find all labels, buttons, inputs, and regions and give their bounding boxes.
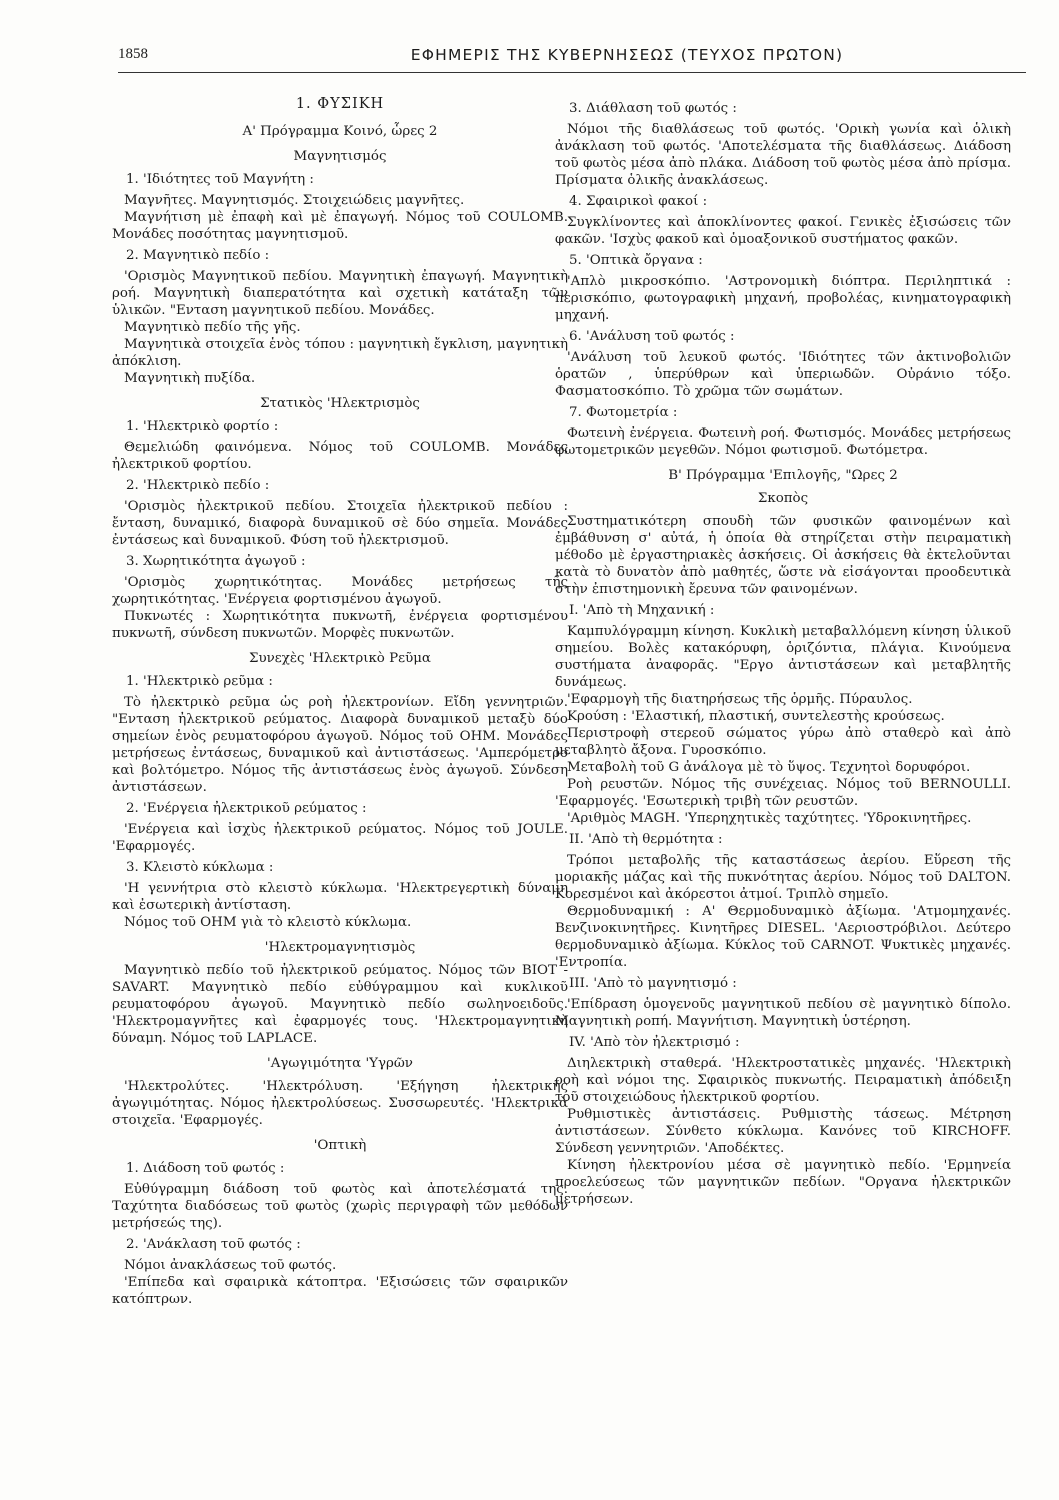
- paragraph: 'Απλὸ μικροσκόπιο. 'Αστρονομικὴ διόπτρα. Περιληπτικά : περισκόπιο, φωτογραφικὴ μηχανή, προβολέας, κινηματογραφικὴ μηχανή.: [555, 274, 1011, 323]
- paragraph: Διηλεκτρικὴ σταθερά. 'Ηλεκτροστατικὲς μηχανές. 'Ηλεκτρικὴ ροὴ καὶ νόμοι της. Σφαιρικὸς πυκνωτής. Πειραματικὴ ἀπόδειξη τοῦ στοιχειώδους ἠλεκτρικοῦ φορτίου.: [555, 1056, 1011, 1105]
- paragraph: Πυκνωτές : Χωρητικότητα πυκνωτῆ, ἐνέργεια φορτισμένου πυκνωτῆ, σύνδεση πυκνωτῶν. Μορφὲς πυκνωτῶν.: [112, 609, 568, 641]
- paragraph: Εὐθύγραμμη διάδοση τοῦ φωτὸς καὶ ἀποτελέσματά της. Ταχύτητα διαδόσεως τοῦ φωτὸς (χωρὶς περιγραφὴ τῶν μεθόδων μετρήσεώς της).: [112, 1182, 568, 1231]
- page-number: 1858: [118, 46, 148, 62]
- aim-heading: Σκοπὸς: [757, 491, 809, 506]
- paragraph: Μαγνῆτες. Μαγνητισμός. Στοιχειώδεις μαγνῆτες.: [124, 193, 465, 208]
- paragraph: Φωτεινὴ ἐνέργεια. Φωτεινὴ ροή. Φωτισμός. Μονάδες μετρήσεως φωτομετρικῶν μεγεθῶν. Νόμοι φωτισμοῦ. Φωτόμετρα.: [555, 426, 1011, 458]
- heat-title: ΙΙ. 'Απὸ τὴ θερμότητα :: [569, 832, 723, 847]
- paragraph: 'Αριθμὸς MAGH. 'Υπερηχητικὲς ταχύτητες. 'Υδροκινητῆρες.: [567, 811, 972, 826]
- paragraph: 'Ορισμὸς χωρητικότητας. Μονάδες μετρήσεως τῆς χωρητικότητας. 'Ενέργεια φορτισμένου ἀγωγοῦ.: [112, 575, 568, 607]
- static-electricity-heading: Στατικὸς 'Ηλεκτρισμὸς: [260, 396, 420, 411]
- electric-charge-title: 1. 'Ηλεκτρικὸ φορτίο :: [126, 419, 279, 434]
- left-column: [112, 96, 568, 1308]
- page-header: [118, 46, 1026, 76]
- current-energy-title: 2. 'Ενέργεια ἠλεκτρικοῦ ρεύματος :: [126, 801, 367, 816]
- paragraph: Κίνηση ἠλεκτρονίου μέσα σὲ μαγνητικὸ πεδίο. 'Ερμηνεία προελεύσεως τῶν μαγνητικῶν πεδίων. "Οργανα ἠλεκτρικῶν μετρήσεων.: [555, 1158, 1011, 1207]
- magnetism-b-title: ΙΙΙ. 'Απὸ τὸ μαγνητισμό :: [569, 976, 737, 991]
- paragraph: Μαγνητικὴ πυξίδα.: [124, 371, 256, 386]
- paragraph: 'Επίδραση ὁμογενοῦς μαγνητικοῦ πεδίου σὲ μαγνητικὸ δίπολο. Μαγνητικὴ ροπή. Μαγνήτιση. Μαγνητικὴ ὑστέρηση.: [555, 997, 1011, 1029]
- paragraph: Ρυθμιστικὲς ἀντιστάσεις. Ρυθμιστὴς τάσεως. Μέτρηση ἀντιστάσεων. Σύνθετο κύκλωμα. Κανόνες τοῦ KIRCHOFF. Σύνδεση γεννητριῶν. 'Αποδέκτες.: [555, 1107, 1011, 1156]
- magnetism-heading: Μαγνητισμός: [293, 149, 387, 164]
- paragraph: Μαγνητικὸ πεδίο τοῦ ἠλεκτρικοῦ ρεύματος. Νόμος τῶν BIOT - SAVART. Μαγνητικὸ πεδίο εὐθύγραμμου καὶ κυκλικοῦ ρευματοφόρου ἀγωγοῦ. Μαγνητικὸ πεδίο σωληνοειδοῦς. 'Ηλεκτρομαγνῆτες καὶ ἐφαρμογές τους. 'Ηλεκτρομαγνητικὴ δύναμη. Νόμος τοῦ LAPLACE.: [112, 963, 568, 1046]
- electric-field-title: 2. 'Ηλεκτρικὸ πεδίο :: [126, 478, 270, 493]
- paragraph: Θεμελιώδη φαινόμενα. Νόμος τοῦ COULOMB. Μονάδες ἠλεκτρικοῦ φορτίου.: [112, 440, 568, 472]
- magnet-properties-title: 1. 'Ιδιότητες τοῦ Μαγνήτη :: [126, 172, 314, 187]
- paragraph: 'Ανάλυση τοῦ λευκοῦ φωτός. 'Ιδιότητες τῶν ἀκτινοβολιῶν ὁρατῶν , ὑπερύθρων καὶ ὑπεριωδῶν. Οὐράνιο τόξο. Φασματοσκόπιο. Τὸ χρῶμα τῶν σωμάτων.: [555, 350, 1011, 399]
- photometry-title: 7. Φωτομετρία :: [569, 405, 678, 420]
- mechanics-title: Ι. 'Απὸ τὴ Μηχανική :: [569, 603, 715, 618]
- paragraph: Περιστροφὴ στερεοῦ σώματος γύρω ἀπὸ σταθερὸ καὶ ἀπὸ μεταβλητὸ ἄξονα. Γυροσκόπιο.: [555, 726, 1011, 758]
- paragraph: Μαγνήτιση μὲ ἐπαφὴ καὶ μὲ ἐπαγωγή. Νόμος τοῦ COULOMB. Μονάδες ποσότητας μαγνητισμοῦ.: [112, 210, 568, 242]
- paragraph: 'Ηλεκτρολύτες. 'Ηλεκτρόλυση. 'Εξήγηση ἠλεκτρικῆς ἀγωγιμότητας. Νόμος ἠλεκτρολύσεως. Συσσωρευτές. 'Ηλεκτρικὰ στοιχεῖα. 'Εφαρμογές.: [112, 1079, 568, 1128]
- paragraph: Συγκλίνοντες καὶ ἀποκλίνοντες φακοί. Γενικὲς ἐξισώσεις τῶν φακῶν. 'Ισχὺς φακοῦ καὶ ὁμοαξονικοῦ συστήματος φακῶν.: [555, 215, 1011, 247]
- paragraph: 'Επίπεδα καὶ σφαιρικὰ κάτοπτρα. 'Εξισώσεις τῶν σφαιρικῶν κατόπτρων.: [112, 1275, 568, 1307]
- paragraph: 'Η γεννήτρια στὸ κλειστὸ κύκλωμα. 'Ηλεκτρεγερτικὴ δύναμη καὶ ἐσωτερικὴ ἀντίσταση.: [112, 881, 568, 913]
- paragraph: Θερμοδυναμική : Α' Θερμοδυναμικὸ ἀξίωμα. 'Ατμομηχανές. Βενζινοκινητῆρες. Κινητῆρες DIESEL. 'Αεριοστρόβιλοι. Δεύτερο θερμοδυναμικὸ ἀξίωμα. Κύκλος τοῦ CARNOT. Ψυκτικὲς μηχανές. 'Εντροπία.: [555, 904, 1011, 970]
- paragraph: Νόμοι ἀνακλάσεως τοῦ φωτός.: [124, 1258, 337, 1273]
- light-propagation-title: 1. Διάδοση τοῦ φωτός :: [126, 1161, 285, 1176]
- paragraph: Μαγνητικὸ πεδίο τῆς γῆς.: [124, 320, 301, 335]
- paragraph: Κρούση : 'Ελαστική, πλαστική, συντελεστὴς κρούσεως.: [567, 709, 945, 724]
- electromagnetism-heading: 'Ηλεκτρομαγνητισμὸς: [264, 940, 416, 955]
- magnetic-field-title: 2. Μαγνητικὸ πεδίο :: [126, 248, 270, 263]
- current-heading: Συνεχὲς 'Ηλεκτρικὸ Ρεῦμα: [249, 651, 431, 666]
- right-column: [555, 96, 1011, 1208]
- paragraph: 'Ορισμὸς Μαγνητικοῦ πεδίου. Μαγνητικὴ ἐπαγωγή. Μαγνητικὴ ροή. Μαγνητικὴ διαπερατότητα καὶ σχετικὴ κατάταξη τῶν ὑλικῶν. "Ενταση μαγνητικοῦ πεδίου. Μονάδες.: [112, 269, 568, 318]
- program-a-heading: Α' Πρόγραμμα Κοινό, ὧρες 2: [242, 124, 438, 139]
- light-refraction-title: 3. Διάθλαση τοῦ φωτός :: [569, 101, 737, 116]
- optics-heading: 'Οπτικὴ: [313, 1138, 367, 1153]
- paragraph: Συστηματικότερη σπουδὴ τῶν φυσικῶν φαινομένων καὶ ἐμβάθυνση σ' αὐτά, ἡ ὁποία θὰ στηρίζεται στὴν πειραματικὴ μέθοδο μὲ ἐργαστηριακὲς ἀσκήσεις. Οἱ ἀσκήσεις θὰ ἐκτελοῦνται κατὰ τὸ δυνατὸν ἀπὸ μαθητές, ὥστε νὰ εἰσάγονται προοδευτικὰ στὴν ἐπιστημονικὴ ἔρευνα τῶν φαινομένων.: [555, 514, 1011, 597]
- lenses-title: 4. Σφαιρικοὶ φακοί :: [569, 194, 708, 209]
- paragraph: 'Ορισμὸς ἠλεκτρικοῦ πεδίου. Στοιχεῖα ἠλεκτρικοῦ πεδίου : ἔνταση, δυναμικό, διαφορὰ δυναμικοῦ σὲ δύο σημεῖα. Μονάδες ἐντάσεως καὶ δυναμικοῦ. Φύση τοῦ ἠλεκτρισμοῦ.: [112, 499, 568, 548]
- paragraph: Μαγνητικὰ στοιχεῖα ἑνὸς τόπου : μαγνητικὴ ἔγκλιση, μαγνητικὴ ἀπόκλιση.: [112, 337, 568, 369]
- light-reflection-title: 2. 'Ανάκλαση τοῦ φωτός :: [126, 1237, 301, 1252]
- electricity-b-title: ΙV. 'Απὸ τὸν ἠλεκτρισμό :: [569, 1035, 740, 1050]
- electric-current-title: 1. 'Ηλεκτρικὸ ρεῦμα :: [126, 674, 273, 689]
- program-b-heading: Β' Πρόγραμμα 'Επιλογῆς, "Ωρες 2: [668, 468, 898, 483]
- gazette-title: ΕΦΗΜΕΡΙΣ ΤΗΣ ΚΥΒΕΡΝΗΣΕΩΣ (ΤΕΥΧΟΣ ΠΡΩΤΟΝ): [410, 46, 844, 64]
- paragraph: Καμπυλόγραμμη κίνηση. Κυκλικὴ μεταβαλλόμενη κίνηση ὑλικοῦ σημείου. Βολὲς κατακόρυφη, ὁριζόντια, πλάγια. Κινούμενα συστήματα ἀναφορᾶς. "Εργο ἀντιστάσεων καὶ μεταβλητῆς δυνάμεως.: [555, 624, 1011, 690]
- paragraph: Νόμοι τῆς διαθλάσεως τοῦ φωτός. 'Ορικὴ γωνία καὶ ὁλικὴ ἀνάκλαση τοῦ φωτός. 'Αποτελέσματα τῆς διαθλάσεως. Διάδοση τοῦ φωτὸς μέσα ἀπὸ πλάκα. Διάδοση τοῦ φωτὸς μέσα ἀπὸ πρίσμα. Πρίσματα ὁλικῆς ἀνακλάσεως.: [555, 122, 1011, 188]
- paragraph: 'Εφαρμογὴ τῆς διατηρήσεως τῆς ὁρμῆς. Πύραυλος.: [567, 692, 913, 707]
- paragraph: Τρόποι μεταβολῆς τῆς καταστάσεως ἀερίου. Εὕρεση τῆς μοριακῆς μάζας καὶ τῆς πυκνότητας ἀερίου. Νόμος τοῦ DALTON. Κορεσμένοι καὶ ἀκόρεστοι ἀτμοί. Τριπλὸ σημεῖο.: [555, 853, 1011, 902]
- header-rule: [118, 72, 1026, 73]
- optical-instruments-title: 5. 'Οπτικὰ ὄργανα :: [569, 253, 703, 268]
- paragraph: Ροὴ ρευστῶν. Νόμος τῆς συνέχειας. Νόμος τοῦ BERNOULLI. 'Εφαρμογές. 'Εσωτερικὴ τριβὴ τῶν ρευστῶν.: [555, 777, 1011, 809]
- paragraph: Τὸ ἠλεκτρικὸ ρεῦμα ὡς ροὴ ἠλεκτρονίων. Εἴδη γεννητριῶν. "Ενταση ἠλεκτρικοῦ ρεύματος. Διαφορὰ δυναμικοῦ μεταξὺ δύο σημείων ἑνὸς ρευματοφόρου ἀγωγοῦ. Νόμος τοῦ OHM. Μονάδες μετρήσεως ἐντάσεως, δυναμικοῦ καὶ ἀντιστάσεως. 'Αμπερόμετρο καὶ βολτόμετρο. Νόμος τῆς ἀντιστάσεως ἑνὸς ἀγωγοῦ. Σύνδεση ἀντιστάσεων.: [112, 695, 568, 795]
- paragraph: Νόμος τοῦ OHM γιὰ τὸ κλειστὸ κύκλωμα.: [124, 915, 412, 930]
- physics-heading: 1. ΦΥΣΙΚΗ: [295, 96, 385, 112]
- liquid-conductivity-heading: 'Αγωγιμότητα 'Υγρῶν: [267, 1056, 413, 1071]
- closed-circuit-title: 3. Κλειστὸ κύκλωμα :: [126, 860, 274, 875]
- capacitance-title: 3. Χωρητικότητα ἀγωγοῦ :: [126, 554, 306, 569]
- paragraph: 'Ενέργεια καὶ ἰσχὺς ἠλεκτρικοῦ ρεύματος. Νόμος τοῦ JOULE. 'Εφαρμογές.: [112, 822, 568, 854]
- paragraph: Μεταβολὴ τοῦ G ἀνάλογα μὲ τὸ ὕψος. Τεχνητοὶ δορυφόροι.: [567, 760, 971, 775]
- light-analysis-title: 6. 'Ανάλυση τοῦ φωτός :: [569, 329, 735, 344]
